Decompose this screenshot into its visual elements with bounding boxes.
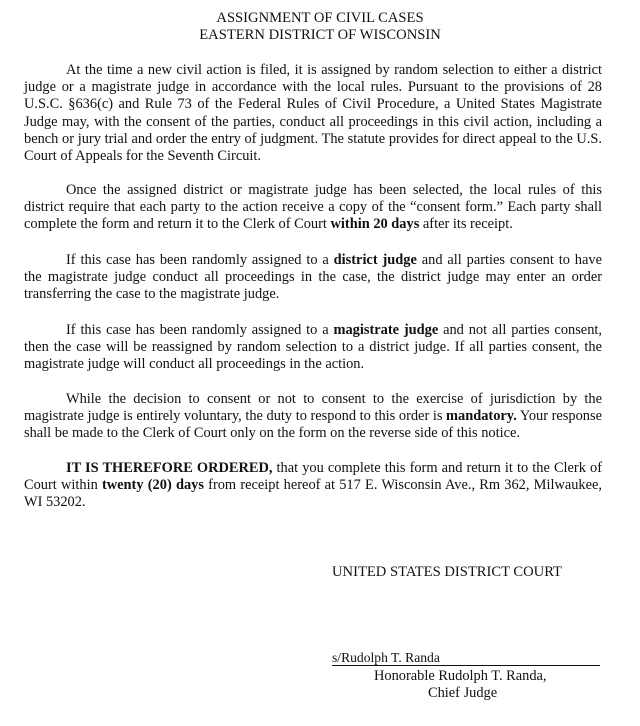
paragraph-text: and not all parties consent, then the case will be reassigned by random selection to a district judge. If all parties consent, the magistrate judge will conduct all proceedings in the action. (24, 322, 602, 373)
paragraph-order (24, 460, 602, 512)
paragraph-magistrate-judge (24, 322, 602, 374)
signature-line (332, 665, 600, 666)
paragraph-voluntary-consent (24, 391, 602, 443)
order-emphasis: IT IS THEREFORE ORDERED, (66, 460, 273, 476)
magistrate-judge-emphasis: magistrate judge (333, 322, 439, 338)
paragraph-text: after its receipt. (419, 216, 513, 233)
district-name: EASTERN DISTRICT OF WISCONSIN (199, 27, 441, 43)
paragraph-text: Once the assigned district or magistrate judge has been selected, the local rules of this district require that each party to the action receive a copy of the “consent form.” Each party shall complete the form and return it to the Clerk of Court (24, 182, 602, 233)
paragraph-text: Your response shall be made to the Clerk of Court only on the form on the reverse side of this notice. (24, 408, 602, 442)
days-emphasis: twenty (20) days (101, 477, 204, 494)
paragraph-text: If this case has been randomly assigned to a (66, 252, 334, 268)
judge-name: Honorable Rudolph T. Randa, (374, 668, 547, 684)
paragraph-text: If this case has been randomly assigned to a (66, 322, 334, 338)
paragraph-assignment (24, 62, 602, 165)
court-name: UNITED STATES DISTRICT COURT (332, 564, 562, 580)
judge-title: Chief Judge (428, 685, 498, 701)
paragraph-text: and all parties consent to have the magistrate judge conduct all proceedings in the case, the district judge may enter an order transferring the case to the magistrate judge. (24, 252, 602, 303)
signature: s/Rudolph T. Randa (332, 650, 440, 665)
paragraph-text: from receipt hereof at 517 E. Wisconsin Ave., Rm 362, Milwaukee, WI 53202. (24, 477, 602, 511)
mandatory-emphasis: mandatory. (446, 408, 517, 425)
document-title: ASSIGNMENT OF CIVIL CASES (216, 10, 424, 26)
deadline-emphasis: within 20 days (330, 216, 420, 233)
paragraph-text: While the decision to consent or not to consent to the exercise of jurisdiction by the magistrate judge is entirely voluntary, the duty to respond to this order is (24, 391, 602, 425)
district-judge-emphasis: district judge (333, 252, 417, 268)
paragraph-text: that you complete this form and return it to the Clerk of Court within (24, 460, 602, 494)
paragraph-district-judge (24, 252, 602, 304)
paragraph-consent-form (24, 182, 602, 234)
paragraph-text: At the time a new civil action is filed, it is assigned by random selection to either a district judge or a magistrate judge in accordance with the local rules. Pursuant to the provisions of 28 U.S.C. §636(c) and Rule 73 of the Federal Rules of Civil Procedure, a United States Magistrate Judge may, with the consent of the parties, conduct all proceedings in this civil action, including a bench or jury trial and order the entry of judgment. The statute provides for direct appeal to the U.S. Court of Appeals for the Seventh Circuit. (24, 62, 602, 165)
